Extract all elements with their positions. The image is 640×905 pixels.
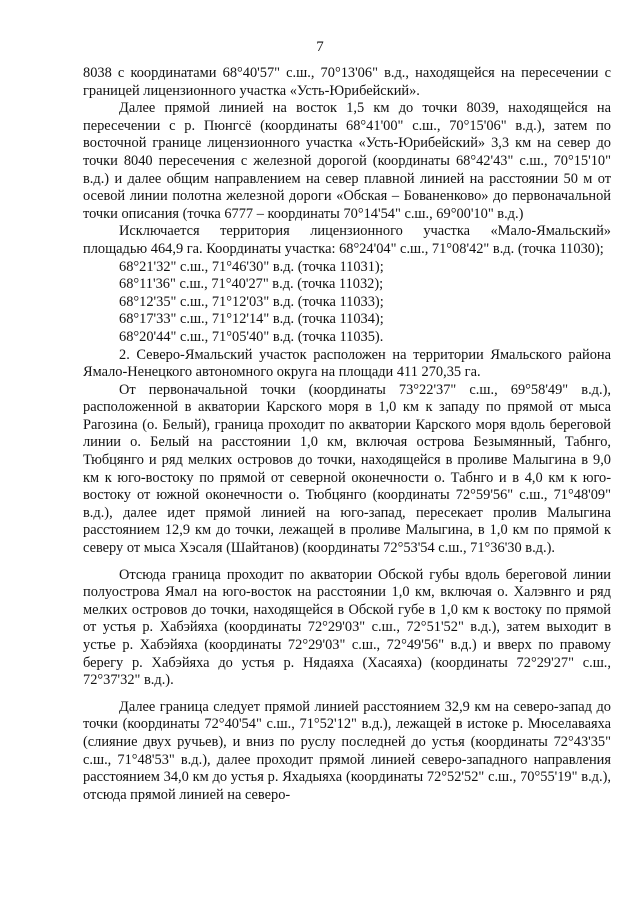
coordinate-item: 68°17'33" с.ш., 71°12'14" в.д. (точка 11034); — [119, 311, 384, 328]
paragraph-section-2: 2. Северо-Ямальский участок расположен на территории Ямальского района Ямало-Ненецкого автономного округа на площади 411 270,35 га. — [83, 346, 611, 381]
paragraph-east-line: Далее прямой линией на восток 1,5 км до точки 8039, находящейся на пересечении с р. Пюнгсё (координаты 68°41'00" с.ш., 70°15'06" в.д.), затем по восточной границе лицензионного участка «Усть-Юрибейский» 3,3 км на север до точки 8040 пересечения с железной дорогой (координаты 68°42'43" с.ш., 70°15'10" в.д.) и далее общим направлением на север плавной линией на расстоянии 50 м от осевой линии полотна железной дороги «Обская – Бованенково» до первоначальной точки описания (точка 6777 – координаты 70°14'54" с.ш., 69°00'10" в.д.) — [83, 100, 611, 222]
paragraph-excluded-territory: Исключается территория лицензионного участка «Мало-Ямальский» площадью 464,9 га. Координаты участка: 68°24'04" с.ш., 71°08'42" в.д. (точка 11030); — [83, 223, 611, 257]
coordinate-item: 68°21'32" с.ш., 71°46'30" в.д. (точка 11031); — [119, 258, 384, 275]
document-body — [83, 65, 611, 804]
coordinate-item: 68°20'44" с.ш., 71°05'40" в.д. (точка 11035). — [119, 328, 384, 345]
page-number: 7 — [316, 39, 324, 55]
coordinate-item: 68°12'35" с.ш., 71°12'03" в.д. (точка 11033); — [119, 293, 384, 310]
coordinate-list — [83, 259, 611, 347]
paragraph-northwest-line: Далее граница следует прямой линией расстоянием 32,9 км на северо-запад до точки (координаты 72°40'54" с.ш., 71°52'12" в.д.), лежащей в истоке р. Мюселаваяха (слияние двух ручьев), и вниз по руслу последней до устья (координаты 72°43'35" с.ш., 71°48'53" в.д.), далее проходит прямой линией северо-западного направления расстоянием 34,0 км до устья р. Яхадыяха (координаты 72°52'52" с.ш., 70°55'19" в.д.), отсюда прямой линией на северо- — [83, 698, 611, 803]
paragraph-initial-point: От первоначальной точки (координаты 73°22'37" с.ш., 69°58'49" в.д.), расположенной в акватории Карского моря в 1,0 км к западу по прямой от мыса Рагозина (о. Белый), граница проходит по акватории Карского моря вдоль береговой линии о. Белый на расстоянии 1,0 км, включая острова Безымянный, Табнго, Тюбцянго и ряд мелких островов до точки, находящейся в проливе Малыгина в 9,0 км к юго-востоку по прямой от северной оконечности о. Табнго и в 4,0 км к юго-востоку от южной оконечности о. Тюбцянго (координаты 72°59'56" с.ш., 71°48'09" в.д.), далее идет прямой линией на юго-запад, пересекает пролив Малыгина расстоянием 12,9 км до точки, лежащей в проливе Малыгина, в 1,0 км по прямой к северу от мыса Хэсаля (Шайтанов) (координаты 72°53'54 с.ш., 71°36'30 в.д.). — [83, 381, 611, 557]
coordinate-item: 68°11'36" с.ш., 71°40'27" в.д. (точка 11032); — [119, 276, 384, 293]
paragraph-continuation: 8038 с координатами 68°40'57" с.ш., 70°13'06" в.д., находящейся на пересечении с границей лицензионного участка «Усть-Юрибейский». — [83, 65, 611, 99]
paragraph-ob-bay: Отсюда граница проходит по акватории Обской губы вдоль береговой линии полуострова Ямал на юго-восток на расстоянии 1,0 км, включая о. Халэвнго и ряд мелких островов до точки, находящейся в Обской губе в 1,0 км к востоку по прямой от устья р. Хабэйяха (координаты 72°29'03" с.ш., 72°51'52" в.д.), затем выходит в устье р. Хабэйяха (координаты 72°29'03" с.ш., 72°49'56" в.д.) и вверх по правому берегу р. Хабэйяха до устья р. Нядаяха (Хасаяха) (координаты 72°29'27" с.ш., 72°37'32" в.д.). — [83, 566, 611, 689]
